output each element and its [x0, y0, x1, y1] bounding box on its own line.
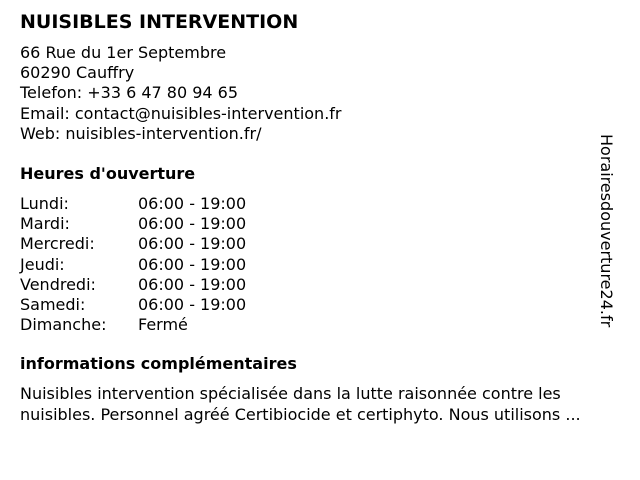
hours-row-sunday — [20, 315, 246, 335]
day-label: Mercredi: — [20, 234, 95, 254]
hours-row-monday — [20, 194, 246, 214]
hours-row-saturday — [20, 295, 246, 315]
phone-line: Telefon: +33 6 47 80 94 65 — [20, 83, 239, 103]
time-range: 06:00 - 19:00 — [138, 234, 247, 254]
email-line: Email: contact@nuisibles-intervention.fr — [20, 103, 342, 123]
time-range: 06:00 - 19:00 — [138, 214, 247, 234]
hours-row-friday — [20, 275, 246, 295]
day-label: Vendredi: — [20, 274, 96, 294]
day-label: Dimanche: — [20, 315, 107, 335]
additional-info-text: Nuisibles intervention spécialisée dans la lutte raisonnée contre les nuisibles. Personnel agréé Certibiocide et certiphyto. Nous utilisons ... — [20, 384, 581, 424]
contact-block — [20, 43, 341, 144]
hours-row-wednesday — [20, 234, 246, 254]
brand-site-text: Horairesdouverture24.fr — [597, 134, 616, 328]
city-postal: 60290 Cauffry — [20, 63, 135, 83]
time-range: 06:00 - 19:00 — [138, 295, 247, 315]
day-label: Mardi: — [20, 214, 70, 234]
street-address: 66 Rue du 1er Septembre — [20, 43, 227, 62]
time-range: 06:00 - 19:00 — [138, 194, 247, 213]
business-name: NUISIBLES INTERVENTION — [20, 11, 299, 33]
additional-info-heading: informations complémentaires — [20, 354, 297, 373]
hours-row-tuesday — [20, 214, 246, 234]
opening-hours-heading: Heures d'ouverture — [20, 164, 196, 183]
hours-row-thursday — [20, 255, 246, 275]
day-label: Lundi: — [20, 194, 69, 213]
time-range: 06:00 - 19:00 — [138, 254, 247, 274]
website-line: Web: nuisibles-intervention.fr/ — [20, 123, 262, 143]
opening-hours-table — [20, 194, 246, 335]
brand-watermark — [598, 134, 640, 344]
day-label: Jeudi: — [20, 254, 65, 274]
time-range: 06:00 - 19:00 — [138, 274, 247, 294]
time-range: Fermé — [138, 315, 188, 335]
day-label: Samedi: — [20, 295, 86, 315]
